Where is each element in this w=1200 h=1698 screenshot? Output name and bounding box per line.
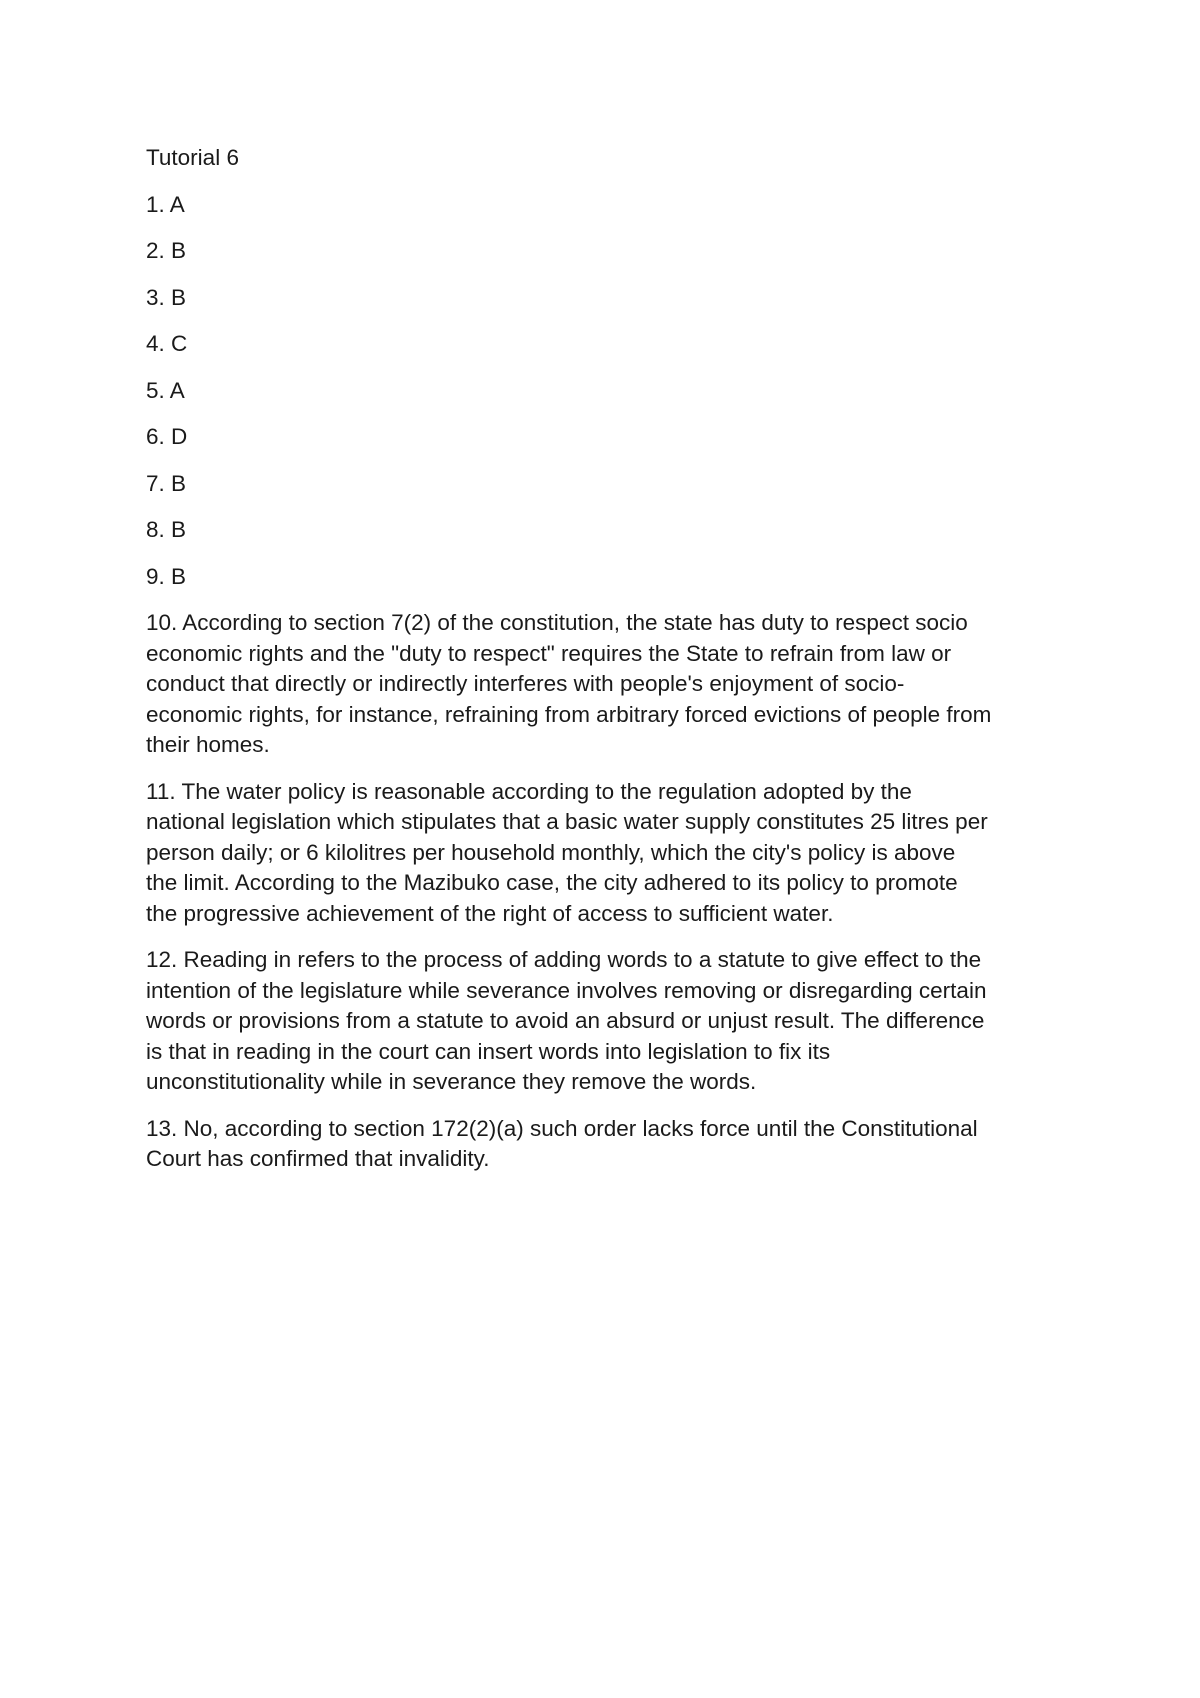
answer-12-paragraph (146, 945, 1066, 1098)
answer-11-line: the progressive achievement of the right of access to sufficient water. (146, 900, 834, 926)
answer-11-line: national legislation which stipulates that a basic water supply constitutes 25 litres per (146, 809, 988, 834)
document-page (146, 143, 1066, 1191)
answer-11-line: 11. The water policy is reasonable according to the regulation adopted by the (146, 778, 912, 804)
answer-7: 7. B (146, 470, 187, 496)
answer-13-line: 13. No, according to section 172(2)(a) such order lacks force until the Constitutional (146, 1115, 978, 1141)
answer-6: 6. D (146, 424, 188, 449)
answer-13-paragraph (146, 1114, 1066, 1175)
answer-1: 1. A (146, 191, 185, 217)
answer-11-paragraph (146, 777, 1066, 930)
answer-4: 4. C (146, 331, 188, 356)
answer-2: 2. B (146, 238, 187, 263)
answer-10-line: 10. According to section 7(2) of the constitution, the state has duty to respect socio (146, 610, 968, 635)
answer-10-line: economic rights and the "duty to respect" requires the State to refrain from law or (146, 640, 952, 666)
answer-12-line: unconstitutionality while in severance they remove the words. (146, 1069, 757, 1094)
answer-12-line: words or provisions from a statute to avoid an absurd or unjust result. The difference (146, 1008, 985, 1033)
answer-11-line: the limit. According to the Mazibuko case, the city adhered to its policy to promote (146, 870, 958, 895)
answer-5: 5. A (146, 377, 185, 403)
answer-10-paragraph (146, 608, 1066, 761)
answer-13-line: Court has confirmed that invalidity. (146, 1146, 490, 1171)
answer-12-line: 12. Reading in refers to the process of adding words to a statute to give effect to the (146, 947, 982, 972)
answer-12-line: is that in reading in the court can insert words into legislation to fix its (146, 1038, 831, 1064)
answer-10-line: conduct that directly or indirectly interferes with people's enjoyment of socio- (146, 671, 905, 696)
answer-10-line: their homes. (146, 732, 270, 757)
answer-9: 9. B (146, 563, 187, 589)
answer-3: 3. B (146, 284, 187, 310)
answer-12-line: intention of the legislature while severance involves removing or disregarding certain (146, 977, 987, 1003)
document-title: Tutorial 6 (146, 145, 239, 170)
answer-10-line: economic rights, for instance, refraining from arbitrary forced evictions of people from (146, 701, 992, 727)
answer-11-line: person daily; or 6 kilolitres per household monthly, which the city's policy is above (146, 839, 956, 865)
answer-8: 8. B (146, 517, 187, 542)
